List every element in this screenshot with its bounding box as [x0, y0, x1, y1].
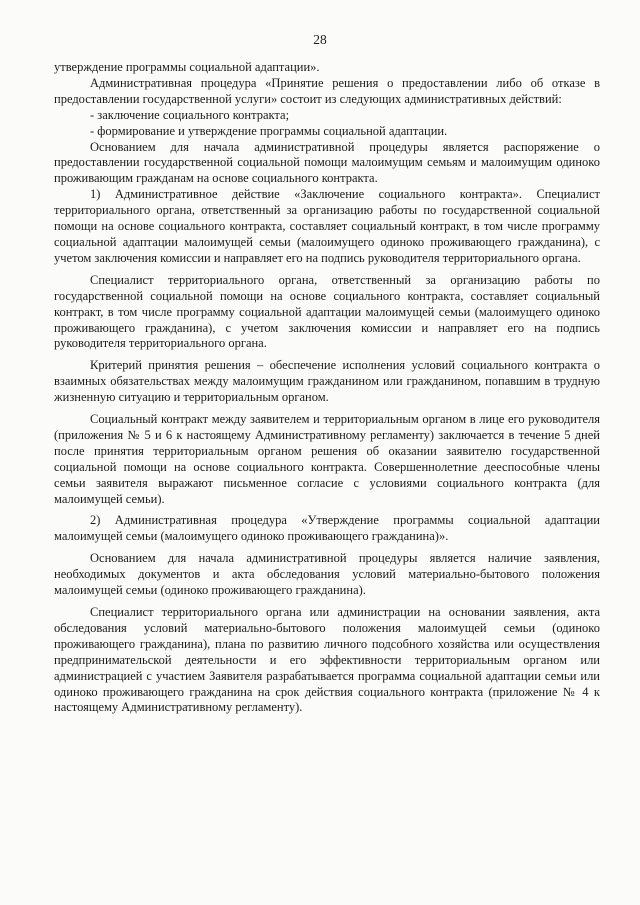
paragraph-specialist: Специалист территориального органа, ответственный за организацию работы по государственной социальной помощи на основе социального контракта, составляет социальный контракт, в том числе программу социальной адаптации малоимущей семьи (малоимущего одиноко проживающего гражданина), с учетом заключения комиссии и направляет его на подпись руководителя территориального органа.: [54, 272, 600, 351]
page-number: 28: [313, 32, 327, 47]
paragraph-social-contract: Социальный контракт между заявителем и территориальным органом в лице его руководителя (приложения № 5 и 6 к настоящему Административному регламенту) заключается в течение 5 дней после принятия территориальным органом решения об оказании заявителю государственной социальной помощи на основе социального контракта. Совершеннолетние дееспособные члены семьи заявителя выражают письменное согласие с условиями социального контракта (для малоимущей семьи).: [54, 412, 600, 506]
paragraph-criterion: Критерий принятия решения – обеспечение исполнения условий социального контракта о взаимных обязательствах между малоимущим гражданином или гражданином, попавшим в трудную жизненную ситуацию и территориальным органом.: [54, 358, 600, 405]
list-item-contract: - заключение социального контракта;: [90, 107, 290, 122]
document-body: [54, 60, 600, 716]
paragraph-procedure-2: 2) Административная процедура «Утверждение программы социальной адаптации малоимущей семьи (малоимущего одиноко проживающего гражданина)».: [54, 513, 600, 544]
list-item-program: - формирование и утверждение программы социальной адаптации.: [90, 123, 448, 138]
paragraph-procedure-intro: Административная процедура «Принятие решения о предоставлении либо об отказе в предоставлении государственной услуги» состоит из следующих административных действий:: [54, 75, 600, 106]
paragraph-grounds: Основанием для начала административной процедуры является распоряжение о предоставлении государственной социальной помощи малоимущим семьям и малоимущим одиноко проживающим гражданам на основе социального контракта.: [54, 139, 600, 186]
paragraph-program-development: Специалист территориального органа или администрации на основании заявления, акта обследования условий материально-бытового положения малоимущей семьи (одиноко проживающего гражданина), плана по развитию личного подсобного хозяйства или осуществления предпринимательской деятельности и его эффективности территориальным органом или администрацией с участием Заявителя разрабатывается программа социальной адаптации семьи или одиноко проживающего гражданина на срок действия социального контракта (приложение № 4 к настоящему Административному регламенту).: [54, 605, 600, 715]
paragraph-program-approval-end: утверждение программы социальной адаптации».: [54, 60, 320, 74]
paragraph-grounds-2: Основанием для начала административной процедуры является наличие заявления, необходимых документов и акта обследования условий материально-бытового положения малоимущей семьи (одиноко проживающего гражданина).: [54, 551, 600, 598]
paragraph-action-1: 1) Административное действие «Заключение социального контракта». Специалист территориального органа, ответственный за организацию работы по государственной социальной помощи на основе социального контракта, составляет социальный контракт, в том числе программу социальной адаптации малоимущей семьи (малоимущего одиноко проживающего гражданина), с учетом заключения комиссии и направляет его на подпись руководителя территориального органа.: [54, 187, 600, 265]
